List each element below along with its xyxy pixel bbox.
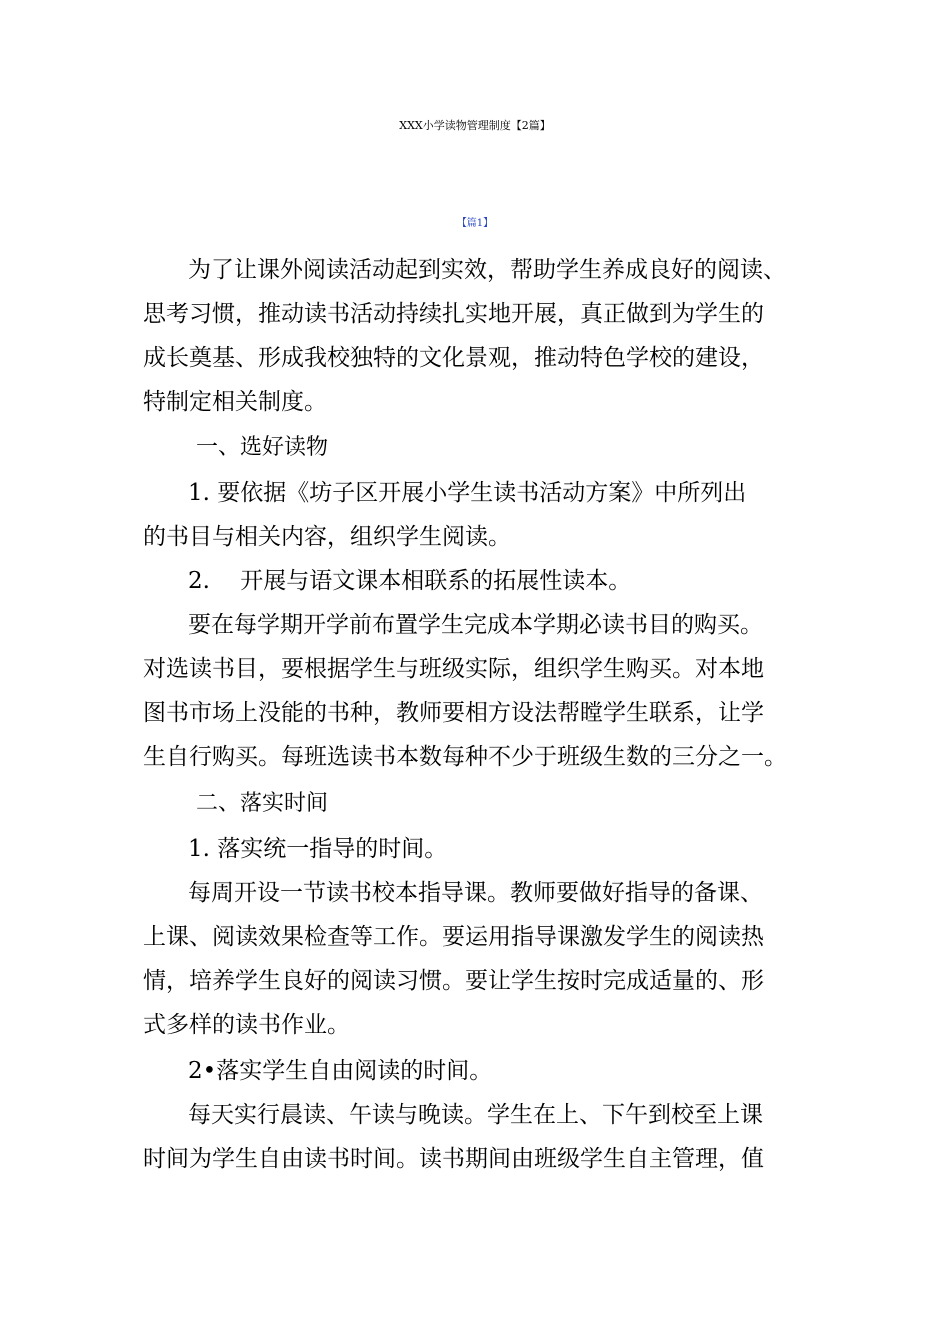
section-heading: 一、选好读物 xyxy=(196,435,329,460)
list-item: 2. 开展与语文课本相联系的拓展性读本。 xyxy=(188,568,632,594)
paragraph-line: 每周开设一节读书校本指导课。教师要做好指导的备课、 xyxy=(188,880,763,906)
paragraph-line: 每天实行晨读、午读与晚读。学生在上、下午到校至上课 xyxy=(188,1102,763,1128)
paragraph-line: 情，培养学生良好的阅读习惯。要让学生按时完成适量的、形 xyxy=(143,968,764,994)
intro-line: 思考习惯，推动读书活动持续扎实地开展，真正做到为学生的 xyxy=(143,301,764,327)
list-item-line: 1. 要依据《坊子区开展小学生读书活动方案》中所列出 xyxy=(188,480,747,506)
intro-line: 为了让课外阅读活动起到实效，帮助学生养成良好的阅读、 xyxy=(188,257,786,283)
list-item-line: 的书目与相关内容，组织学生阅读。 xyxy=(143,524,511,550)
paragraph-line: 式多样的读书作业。 xyxy=(143,1012,350,1038)
section-heading: 二、落实时间 xyxy=(196,791,329,816)
list-item: 1. 落实统一指导的时间。 xyxy=(188,836,448,862)
intro-line: 成长奠基、形成我校独特的文化景观，推动特色学校的建设， xyxy=(143,345,764,371)
paragraph-line: 要在每学期开学前布置学生完成本学期必读书目的购买。 xyxy=(188,612,763,638)
paragraph-line: 时间为学生自由读书时间。读书期间由班级学生自主管理，值 xyxy=(143,1146,764,1172)
chapter-label: 【篇1】 xyxy=(456,218,494,229)
list-item: 2•落实学生自由阅读的时间。 xyxy=(188,1058,493,1084)
document-title: XXX小学读物管理制度【2篇】 xyxy=(399,119,551,132)
intro-line: 特制定相关制度。 xyxy=(143,389,327,415)
paragraph-line: 上课、阅读效果检查等工作。要运用指导课激发学生的阅读热 xyxy=(143,924,764,950)
paragraph-line: 图书市场上没能的书种，教师要相方设法帮瞠学生联系，让学 xyxy=(143,700,764,726)
paragraph-line: 对选读书目，要根据学生与班级实际，组织学生购买。对本地 xyxy=(143,656,764,682)
paragraph-line: 生自行购买。每班选读书本数每种不少于班级生数的三分之一。 xyxy=(143,744,787,770)
